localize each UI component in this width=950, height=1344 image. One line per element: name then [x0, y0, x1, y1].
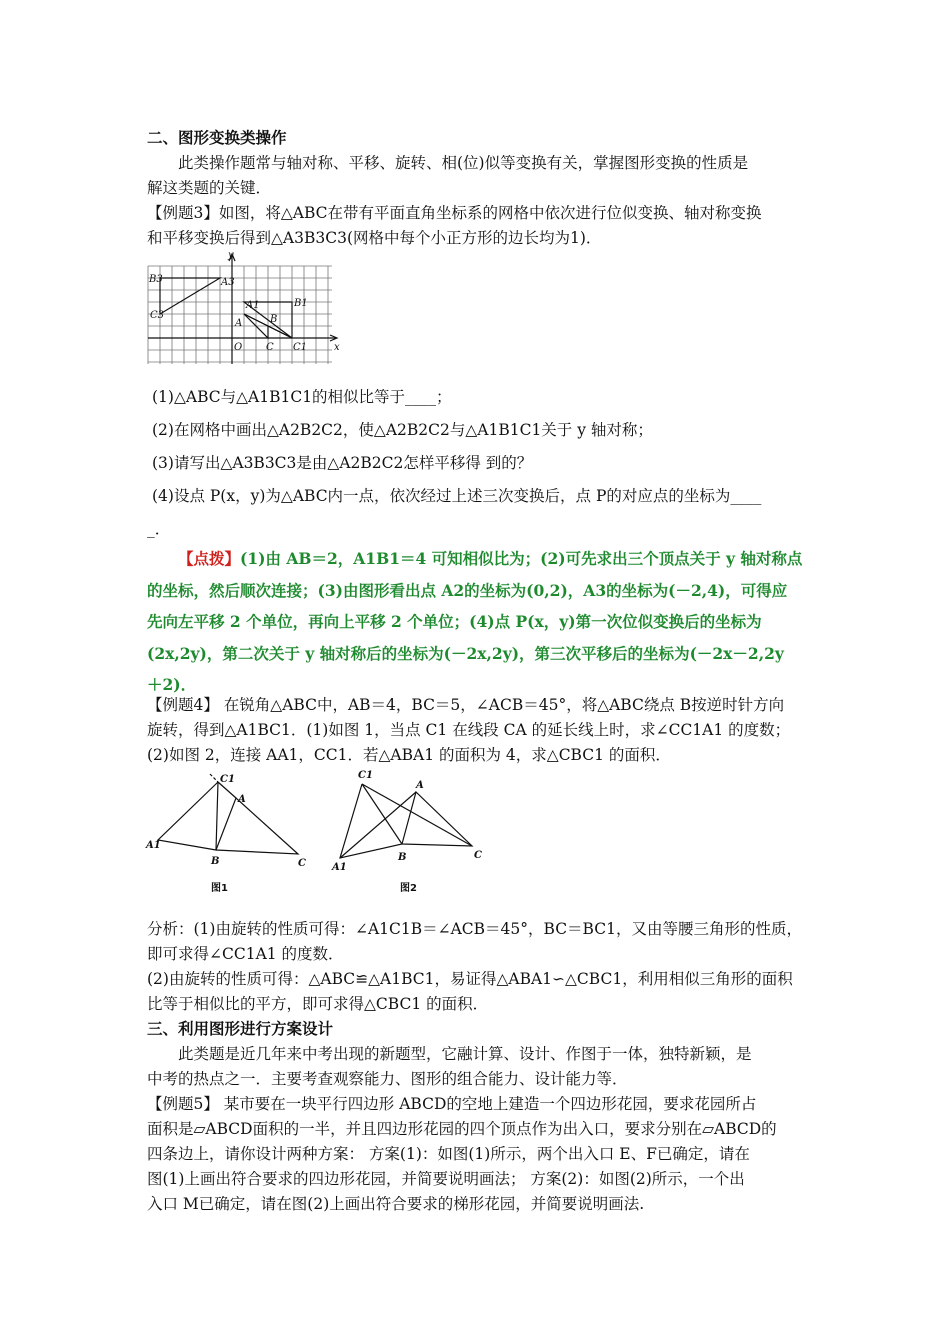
- fig1-caption: 图1: [211, 883, 228, 894]
- example4-line3: (2)如图 2，连接 AA1，CC1．若△ABA1 的面积为 4，求△CBC1 的面积．: [147, 746, 671, 764]
- axes: [148, 254, 337, 364]
- label-C3: C3: [150, 310, 165, 321]
- section3-intro-line2: 中考的热点之一．主要考查观察能力、图形的组合能力、设计能力等．: [147, 1070, 628, 1088]
- triangle-A1BC1: [158, 782, 218, 850]
- fig2-label-C: C: [474, 850, 482, 861]
- label-A3: A3: [221, 277, 235, 288]
- fig1-label-C: C: [298, 858, 306, 869]
- fig2-label-A1: A1: [332, 862, 347, 873]
- fig1-label-C1: C1: [220, 774, 235, 785]
- example5-line3: 四条边上，请你设计两种方案： 方案(1)：如图(1)所示，两个出入口 E、F已确定，请在: [147, 1145, 750, 1163]
- example5-line1: 【例题5】 某市要在一块平行四边形 ABCD的空地上建造一个四边形花园，要求花园所占: [147, 1095, 757, 1113]
- hint-line1: [178, 548, 843, 570]
- label-B3: B3: [149, 274, 163, 285]
- fig1-label-B: B: [211, 856, 220, 867]
- example3-question1: (1)△ABC与△A1B1C1的相似比等于____；: [152, 388, 452, 406]
- triangle-ABC: [216, 798, 298, 854]
- section3-intro-line1: 此类题是近几年来中考出现的新题型，它融计算、设计、作图于一体，独特新颖，是: [178, 1045, 752, 1063]
- label-C1: C1: [293, 342, 308, 353]
- label-y: y: [228, 250, 234, 261]
- example5-line5: 入口 M已确定，请在图(2)上画出符合要求的梯形花园，并简要说明画法.: [147, 1195, 645, 1213]
- analysis-line3: (2)由旋转的性质可得：△ABC≌△A1BC1，易证得△ABA1∽△CBC1，利用相似三角形的面积: [147, 970, 793, 988]
- example5-line4: 图(1)上画出符合要求的四边形花园，并简要说明画法； 方案(2)：如图(2)所示，一个出: [147, 1170, 745, 1188]
- hint-line2: 的坐标，然后顺次连接；(3)由图形看出点 A2的坐标为(0,2)，A3的坐标为(－2,4)，可得应: [147, 581, 788, 600]
- section2-heading: 二、图形变换类操作: [147, 128, 287, 147]
- example4-line2: 旋转，得到△A1BC1．(1)如图 1，当点 C1 在线段 CA 的延长线上时，求∠CC1A1 的度数；: [147, 721, 791, 739]
- example3-question3: (3)请写出△A3B3C3是由△A2B2C2怎样平移得 到的？: [152, 454, 533, 472]
- example3-grid-figure: [144, 250, 344, 368]
- section2-intro-line2: 解这类题的关键．: [147, 179, 272, 197]
- triangle-A1BC1: [340, 784, 402, 858]
- label-C: C: [266, 342, 274, 353]
- label-A1: A1: [246, 300, 260, 311]
- segment-AA1: [340, 792, 416, 858]
- section2-intro-line1: 此类操作题常与轴对称、平移、旋转、相(位)似等变换有关，掌握图形变换的性质是: [178, 154, 749, 172]
- label-A: A: [235, 318, 243, 329]
- label-B: B: [270, 314, 278, 325]
- triangle-ABC: [402, 792, 472, 846]
- hint-tag: 【点拨】: [178, 549, 241, 568]
- fig1-label-A1: A1: [146, 840, 161, 851]
- hint-line3: 先向左平移 2 个单位，再向上平移 2 个单位；(4)点 P(x，y)第一次位似变换后的坐标为: [147, 612, 762, 631]
- hint-line5: ＋2)．: [147, 675, 197, 694]
- example4-line1: 【例题4】 在锐角△ABC中，AB＝4，BC＝5，∠ACB＝45°，将△ABC绕点 B按逆时针方向: [147, 696, 785, 714]
- analysis-line2: 即可求得∠CC1A1 的度数．: [147, 945, 344, 963]
- example3-line2: 和平移变换后得到△A3B3C3(网格中每个小正方形的边长均为1)．: [147, 229, 602, 247]
- hint-line4: (2x,2y)，第二次关于 y 轴对称后的坐标为(－2x,2y)，第三次平移后的坐标为(－2x－2,2y: [147, 644, 784, 663]
- fig1-label-A: A: [238, 794, 246, 805]
- hint-text1: (1)由 AB＝2，A1B1＝4 可知相似比为；(2)可先求出三个顶点关于 y 轴对称点: [240, 549, 803, 568]
- fig2-label-C1: C1: [358, 770, 373, 781]
- example3-question4: (4)设点 P(x，y)为△ABC内一点，依次经过上述三次变换后，点 P的对应点的坐标为____: [152, 487, 762, 505]
- fig2-label-B: B: [398, 852, 407, 863]
- analysis-line1: 分析：(1)由旋转的性质可得：∠A1C1B＝∠ACB＝45°，BC＝BC1，又由等腰三角形的性质，: [147, 920, 802, 938]
- analysis-line4: 比等于相似比的平方，即可求得△CBC1 的面积．: [147, 995, 489, 1013]
- fig2-label-A: A: [416, 780, 424, 791]
- section3-heading: 三、利用图形进行方案设计: [147, 1019, 334, 1038]
- fig2-caption: 图2: [400, 883, 417, 894]
- example4-figure1: [140, 768, 320, 898]
- label-B1: B1: [294, 298, 308, 309]
- example5-line2: 面积是▱ABCD面积的一半，并且四边形花园的四个顶点作为出入口，要求分别在▱ABCD的: [147, 1120, 777, 1138]
- example3-question4-cont: _．: [147, 520, 171, 538]
- example3-question2: (2)在网格中画出△A2B2C2，使△A2B2C2与△A1B1C1关于 y 轴对称；: [152, 421, 653, 439]
- label-origin: O: [234, 342, 243, 353]
- example3-line1: 【例题3】如图，将△ABC在带有平面直角坐标系的网格中依次进行位似变换、轴对称变换: [147, 204, 762, 222]
- example4-figure2: [328, 762, 498, 898]
- label-x: x: [334, 342, 340, 353]
